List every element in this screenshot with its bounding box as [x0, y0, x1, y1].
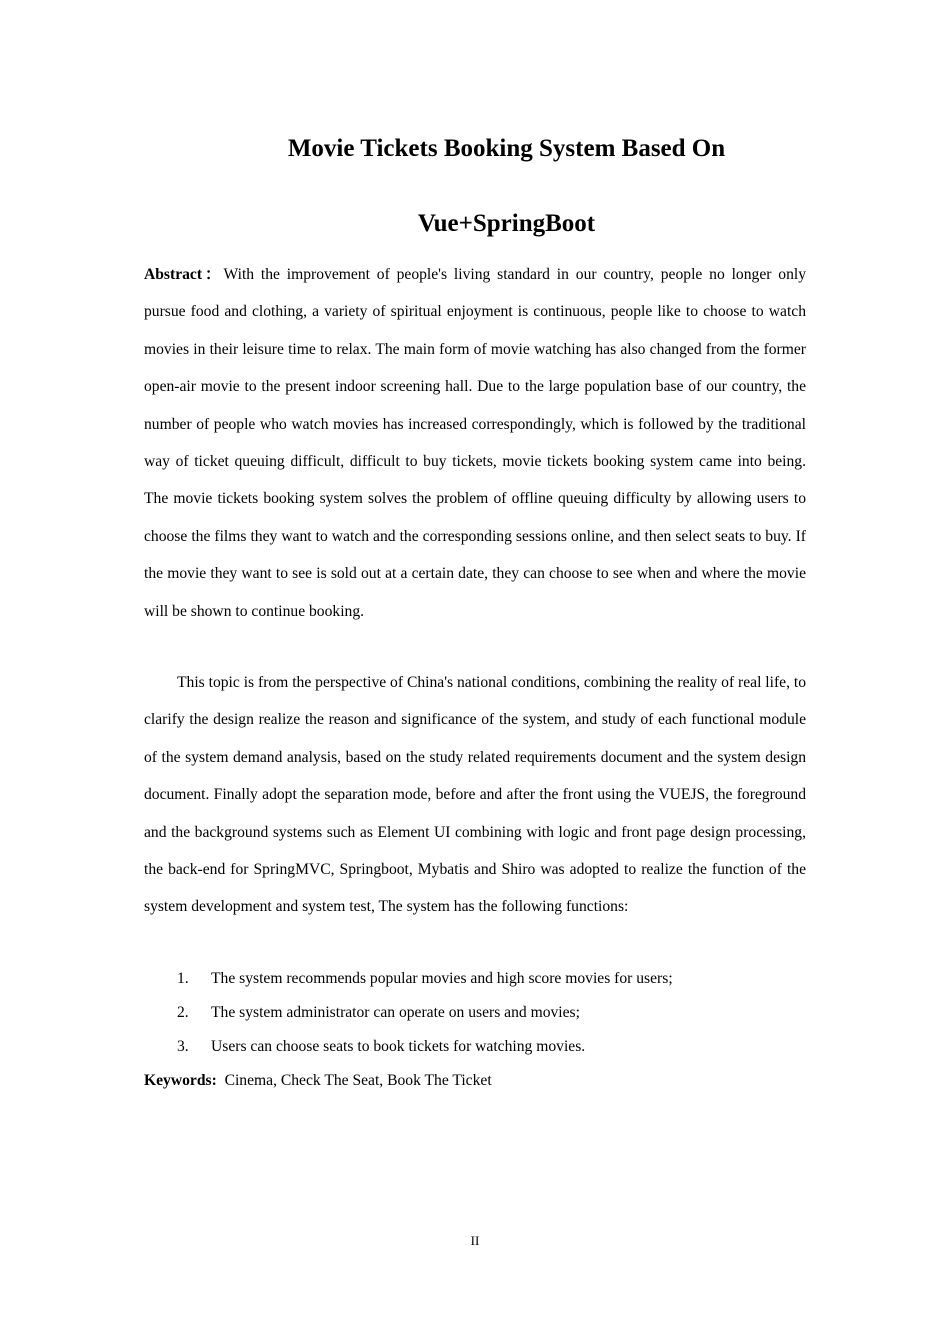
abstract-paragraph	[144, 256, 806, 630]
body-paragraph-2: This topic is from the perspective of China's national conditions, combining the reality of real life, to clarify the design realize the reason and significance of the system, and study of each functional module of the system demand analysis, based on the study related requirements document and the system design document. Finally adopt the separation mode, before and after the front using the VUEJS, the foreground and the background systems such as Element UI combining with logic and front page design processing, the back-end for SpringMVC, Springboot, Mybatis and Shiro was adopted to realize the function of the system development and system test, The system has the following functions:	[144, 674, 807, 916]
list-item-text: The system recommends popular movies and high score movies for users;	[211, 970, 673, 987]
functions-list	[144, 962, 806, 1064]
list-item-text: The system administrator can operate on users and movies;	[211, 1004, 580, 1021]
list-item-number: 1.	[177, 970, 189, 987]
list-item-number: 3.	[177, 1038, 189, 1055]
list-item	[144, 1030, 806, 1064]
title-line-1: Movie Tickets Booking System Based On	[287, 135, 726, 162]
title-line-2: Vue+SpringBoot	[417, 210, 596, 237]
abstract-label: Abstract：	[144, 266, 224, 283]
keywords-line	[144, 1064, 806, 1098]
list-item-text: Users can choose seats to book tickets for watching movies.	[211, 1038, 586, 1055]
abstract-text: With the improvement of people's living standard in our country, people no longer only pursue food and clothing, a variety of spiritual enjoyment is continuous, people like to choose to watch movies in their leisure time to relax. The main form of movie watching has also changed from the former open-air movie to the present indoor screening hall. Due to the large population base of our country, the number of people who watch movies has increased correspondingly, which is followed by the traditional way of ticket queuing difficult, difficult to buy tickets, movie tickets booking system came into being. The movie tickets booking system solves the problem of offline queuing difficulty by allowing users to choose the films they want to watch and the corresponding sessions online, and then select seats to buy. If the movie they want to see is sold out at a certain date, they can choose to see when and where the movie will be shown to continue booking.	[144, 266, 806, 620]
list-item-number: 2.	[177, 1004, 189, 1021]
keywords-text: Cinema, Check The Seat, Book The Ticket	[224, 1072, 492, 1089]
list-item	[144, 962, 806, 996]
list-item	[144, 996, 806, 1030]
keywords-label: Keywords:	[144, 1072, 217, 1089]
page-number: II	[470, 1233, 480, 1248]
